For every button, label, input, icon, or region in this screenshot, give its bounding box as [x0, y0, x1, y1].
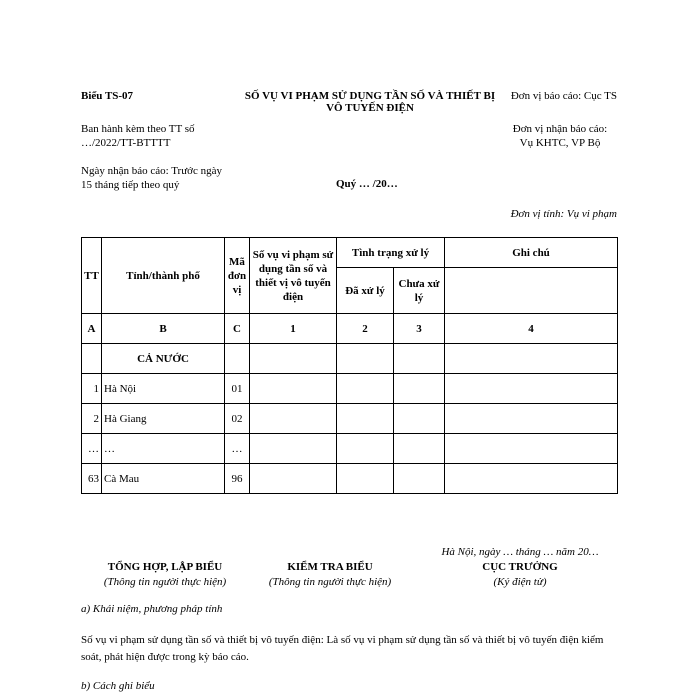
table-cell — [337, 464, 394, 494]
receiving-unit-line1: Đơn vị nhận báo cáo: — [512, 123, 608, 135]
index-cell: 4 — [445, 314, 618, 344]
table-cell — [394, 404, 445, 434]
report-title-line2: VÔ TUYẾN ĐIỆN — [326, 102, 414, 114]
header-status: Tình trạng xử lý — [337, 238, 445, 268]
issued-by — [81, 122, 195, 150]
table-cell — [250, 344, 337, 374]
director-note: (Ký điện tử) — [493, 576, 547, 588]
table-cell — [337, 344, 394, 374]
director-title: CỤC TRƯỞNG — [482, 561, 558, 573]
row-code: 01 — [225, 374, 250, 404]
row-province: Cà Mau — [102, 464, 225, 494]
header-violations: Số vụ vi phạm sử dụng tần số và thiết vị vô tuyến điện — [250, 238, 337, 314]
table-cell — [394, 344, 445, 374]
table-cell — [250, 374, 337, 404]
table-cell — [445, 464, 618, 494]
director-signature — [440, 560, 600, 590]
issued-by-line1: Ban hành kèm theo TT số — [81, 123, 195, 135]
row-tt: … — [82, 434, 102, 464]
row-province: Hà Giang — [102, 404, 225, 434]
checker-signature — [245, 560, 415, 590]
row-tt: 1 — [82, 374, 102, 404]
index-cell: 1 — [250, 314, 337, 344]
index-cell: A — [82, 314, 102, 344]
table-cell — [337, 434, 394, 464]
report-title-line1: SỐ VỤ VI PHẠM SỬ DỤNG TẦN SỐ VÀ THIẾT BỊ — [244, 90, 496, 102]
row-code: 96 — [225, 464, 250, 494]
receiving-unit-line2: Vụ KHTC, VP Bộ — [519, 137, 601, 149]
index-cell: B — [102, 314, 225, 344]
table-header-row — [82, 238, 618, 268]
table-cell — [445, 434, 618, 464]
table-index-row — [82, 314, 618, 344]
table-cell — [225, 344, 250, 374]
place-date: Hà Nội, ngày … tháng … năm 20… — [441, 546, 599, 558]
checker-title: KIỂM TRA BIỂU — [287, 561, 373, 573]
row-tt: 63 — [82, 464, 102, 494]
table-row — [82, 464, 618, 494]
table-cell — [337, 404, 394, 434]
form-code: Biểu TS-07 — [81, 90, 134, 102]
definition-paragraph: Số vụ vi phạm sử dụng tần số và thiết bị vô tuyến điện: Là số vụ vi phạm sử dụng tần số và thiết bị vô tuyến điện kiểm soát, phát hiện được trong kỳ báo cáo. — [81, 634, 604, 663]
index-cell: 3 — [394, 314, 445, 344]
row-province: … — [102, 434, 225, 464]
table-total-row — [82, 344, 618, 374]
receive-date — [81, 164, 222, 192]
section-a-heading: a) Khái niệm, phương pháp tính — [81, 603, 223, 615]
receiving-unit — [490, 122, 630, 150]
quarter-label: Quý … /20… — [336, 178, 398, 190]
unit-of-measure: Đơn vị tính: Vụ vi phạm — [510, 208, 617, 220]
table-cell — [250, 404, 337, 434]
compiler-title: TỔNG HỢP, LẬP BIỂU — [107, 561, 223, 573]
table-row — [82, 374, 618, 404]
header-note: Ghi chú — [445, 238, 618, 268]
report-table — [81, 237, 618, 494]
index-cell: C — [225, 314, 250, 344]
receive-date-line2: 15 tháng tiếp theo quý — [81, 179, 180, 191]
table-cell — [445, 374, 618, 404]
compiler-signature — [80, 560, 250, 590]
row-province: Hà Nội — [102, 374, 225, 404]
table-row — [82, 434, 618, 464]
table-cell — [337, 374, 394, 404]
table-cell — [250, 434, 337, 464]
row-code: 02 — [225, 404, 250, 434]
total-label: CẢ NƯỚC — [102, 344, 225, 374]
table-cell — [445, 344, 618, 374]
header-tt: TT — [82, 238, 102, 314]
table-cell — [445, 404, 618, 434]
table-cell — [394, 464, 445, 494]
header-unhandled: Chưa xử lý — [394, 268, 445, 314]
total-tt — [82, 344, 102, 374]
header-note-blank — [445, 268, 618, 314]
section-b-heading: b) Cách ghi biểu — [81, 680, 155, 692]
checker-note: (Thông tin người thực hiện) — [268, 576, 392, 588]
index-cell: 2 — [337, 314, 394, 344]
table-cell — [394, 434, 445, 464]
header-handled: Đã xử lý — [337, 268, 394, 314]
issued-by-line2: …/2022/TT-BTTTT — [81, 137, 171, 149]
receive-date-line1: Ngày nhận báo cáo: Trước ngày — [81, 165, 223, 177]
header-province: Tỉnh/thành phố — [102, 238, 225, 314]
compiler-note: (Thông tin người thực hiện) — [103, 576, 227, 588]
table-row — [82, 404, 618, 434]
report-title — [225, 90, 515, 114]
row-code: … — [225, 434, 250, 464]
reporting-unit: Đơn vị báo cáo: Cục TS — [510, 90, 617, 102]
row-tt: 2 — [82, 404, 102, 434]
header-unit-code: Mã đơn vị — [225, 238, 250, 314]
table-cell — [394, 374, 445, 404]
table-cell — [250, 464, 337, 494]
